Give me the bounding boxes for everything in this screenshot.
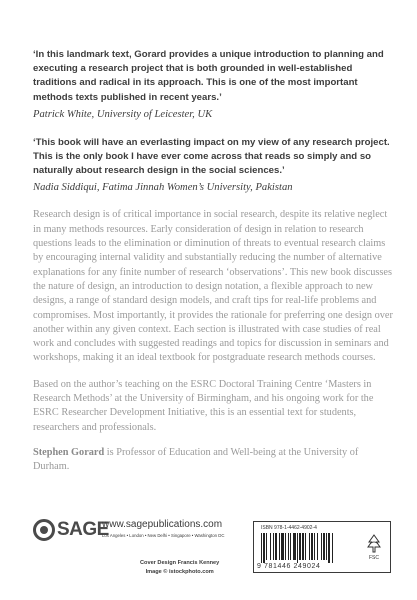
barcode-bar	[273, 533, 274, 560]
publisher-cities: Los Angeles • London • New Delhi • Singapore • Washington DC	[102, 533, 225, 538]
sage-logo-icon	[33, 519, 55, 541]
barcode-bar	[293, 533, 296, 560]
barcode-bar	[297, 533, 298, 563]
cover-design-credit: Cover Design Francis Kenney	[140, 560, 220, 566]
barcode-bar	[302, 533, 304, 560]
barcode-bar	[288, 533, 289, 560]
isbn-digits: 9 781446 249024	[257, 563, 321, 570]
barcode-bar	[323, 533, 325, 560]
barcode-bar	[279, 533, 280, 560]
endorsement-quote: ‘This book will have an everlasting impact on my view of any research project. This is the only book I have ever come across that reads so simply and so naturally about research design in the social sciences.’	[33, 136, 390, 177]
sage-logo	[33, 519, 109, 541]
image-credit: Image © istockphoto.com	[145, 568, 214, 575]
barcode-bar	[326, 533, 327, 560]
cover-content	[33, 48, 393, 474]
isbn-label: ISBN 978-1-4462-4902-4	[261, 525, 317, 531]
endorsement-quote: ‘In this landmark text, Gorard provides a unique introduction to planning and executing a research project that is both grounded in well-established traditions and radical in its approach. This is one of the most important methods texts published in recent years.’	[33, 49, 384, 103]
isbn-box	[253, 521, 391, 573]
barcode-bar	[311, 533, 313, 560]
barcode-bar	[275, 533, 277, 560]
barcode-bar	[299, 533, 301, 560]
endorsement-attribution: Nadia Siddiqui, Fatima Jinnah Women’s University, Pakistan	[33, 182, 293, 194]
book-context: Based on the author’s teaching on the ESRC Doctoral Training Centre ‘Masters in Research Methods’ at the University of Birmingham, and his ongoing work for the ESRC Researcher Development Initiative, this is an essential text for students, researchers and professionals.	[33, 378, 374, 433]
barcode-bar	[266, 533, 267, 560]
barcode-bar	[328, 533, 330, 563]
barcode-bar	[332, 533, 333, 563]
endorsement-2	[33, 136, 393, 196]
fsc-logo	[363, 534, 385, 568]
barcode-bar	[305, 533, 306, 560]
barcode-bar	[321, 533, 322, 560]
cover-credits	[140, 559, 219, 576]
barcode-bar	[290, 533, 291, 560]
fsc-tree-icon	[366, 534, 382, 554]
publisher-url: www.sagepublications.com	[102, 519, 223, 530]
barcode-bar	[281, 533, 284, 560]
barcode-bar	[317, 533, 318, 560]
publisher-info	[102, 519, 224, 539]
barcode-icon	[261, 533, 357, 563]
barcode-bar	[270, 533, 271, 560]
author-bio-text: is Professor of Education and Well-being at the University of Durham.	[33, 446, 359, 473]
barcode-bar	[309, 533, 310, 560]
barcode-bar	[314, 533, 315, 560]
barcode-bar	[263, 533, 265, 563]
barcode-bar	[261, 533, 262, 563]
endorsement-1	[33, 48, 393, 122]
fsc-label: FSC	[369, 555, 379, 561]
endorsement-attribution: Patrick White, University of Leicester, UK	[33, 108, 213, 120]
barcode-bar	[285, 533, 286, 560]
author-name: Stephen Gorard	[33, 446, 105, 458]
book-description: Research design is of critical importance in social research, despite its relative neglect in many methods resources. Early consideration of design in relation to research questions leads to the elimination or diminution of threats to eventual research claims by encouraging internal validity and substantially reducing the number of alternative explanations for any finite number of research ‘observations’. This new book discusses the nature of design, an introduction to design notation, a flexible approach to new designs, a range of standard design models, and craft tips for real-life problems and compromises. Most importantly, it provides the rationale for preferring one design over another within any given context. Each section is illustrated with case studies of real work and concludes with suggested readings and topics for discussion in seminars and workshops, making it an ideal textbook for postgraduate research methods courses.	[33, 209, 393, 364]
author-bio	[33, 446, 393, 475]
sage-logo-text: SAGE	[57, 519, 109, 540]
